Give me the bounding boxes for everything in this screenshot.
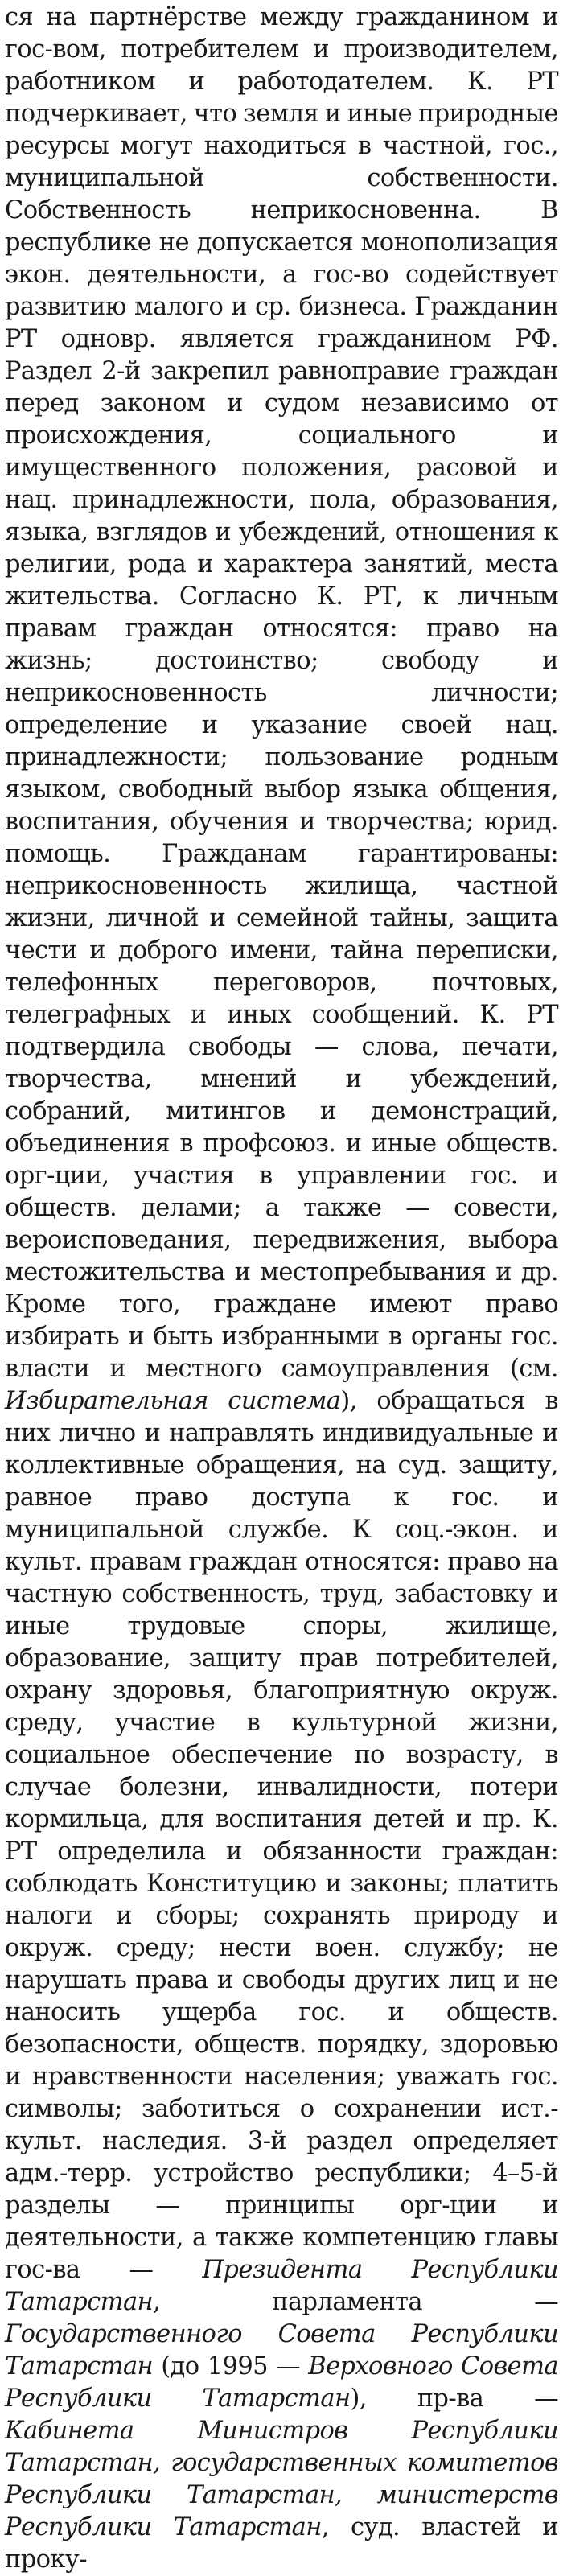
text-segment: , суд. властей и проку- — [5, 2513, 559, 2574]
text-segment: ся на партнёрстве между гражданином и гос-вом, потребителем и производителем, работником и работодателем. К. РТ подчеркивает, что земля и иные природные ресурсы могут находиться в частной, гос., муниципальной собственности. Собственность неприкосновенна. В республике не допускается монополизация экон. деятельности, а гос-во содействует развитию малого и ср. бизнеса. Гражданин РТ одновр. является гражданином РФ. Раздел 2-й закрепил равноправие граждан перед законом и судом независимо от происхождения, социального и имущественного положения, расовой и нац. принадлежности, пола, образования, языка, взглядов и убеждений, отношения к религии, рода и характера занятий, места жительства. Согласно К. РТ, к личным правам граждан относятся: право на жизнь; достоинство; свободу и неприкосновенность личности; определение и указание своей нац. принадлежности; пользование родным языком, свободный выбор языка общения, воспитания, обучения и творчества; юрид. помощь. Гражданам гарантированы: неприкосновенность жилища, частной жизни, личной и семейной тайны, защита чести и доброго имени, тайна переписки, телефонных переговоров, почтовых, телеграфных и иных сообщений. К. РТ подтвердила свободы — слова, печати, творчества, мнений и убеждений, собраний, митингов и демонстраций, объединения в профсоюз. и иные обществ. орг-ции, участия в управлении гос. и обществ. делами; а также — совести, вероисповедания, передвижения, выбора местожительства и местопребывания и др. Кроме того, граждане имеют право избирать и быть избранными в органы гос. власти и местного самоуправления (см. — [5, 3, 558, 1383]
cross-reference: Избирательная система — [5, 1387, 341, 1415]
article-text — [5, 2, 558, 2576]
cross-reference: Верховного Совета Республики Татарстан — [5, 2352, 558, 2413]
text-segment: ), пр-ва — — [350, 2385, 558, 2413]
text-segment: , парламента — — [153, 2288, 558, 2316]
cross-reference: Кабинета Министров Республики Татарстан, государственных комитетов Республики Татарстан, министерств Республики Татарстан — [5, 2417, 558, 2541]
cross-reference: Государственного Совета Республики Татарстан — [5, 2320, 558, 2381]
text-segment: ), обращаться в них лично и направлять индивидуальные и коллективные обращения, на суд. защиту, равное право доступа к гос. и муниципальной службе. К соц.-экон. и культ. правам граждан относятся: право на частную собственность, труд, забастовку и иные трудовые споры, жилище, образование, защиту прав потребителей, охрану здоровья, благоприятную окруж. среду, участие в культурной жизни, социальное обеспечение по возрасту, в случае болезни, инвалидности, потери кормильца, для воспитания детей и пр. К. РТ определила и обязанности граждан: соблюдать Конституцию и законы; платить налоги и сборы; сохранять природу и окруж. среду; нести воен. службу; не нарушать права и свободы других лиц и не наносить ущерба гос. и обществ. безопасности, обществ. порядку, здоровью и нравственности населения; уважать гос. символы; заботиться о сохранении ист.-культ. наследия. 3-й раздел определяет адм.-терр. устройство республики; 4–5-й разделы — принципы орг-ции и деятельности, а также компетенцию главы гос-ва — — [5, 1387, 558, 2284]
cross-reference: Президента Республики Татарстан — [5, 2256, 558, 2316]
text-segment: (до 1995 — — [153, 2352, 309, 2381]
